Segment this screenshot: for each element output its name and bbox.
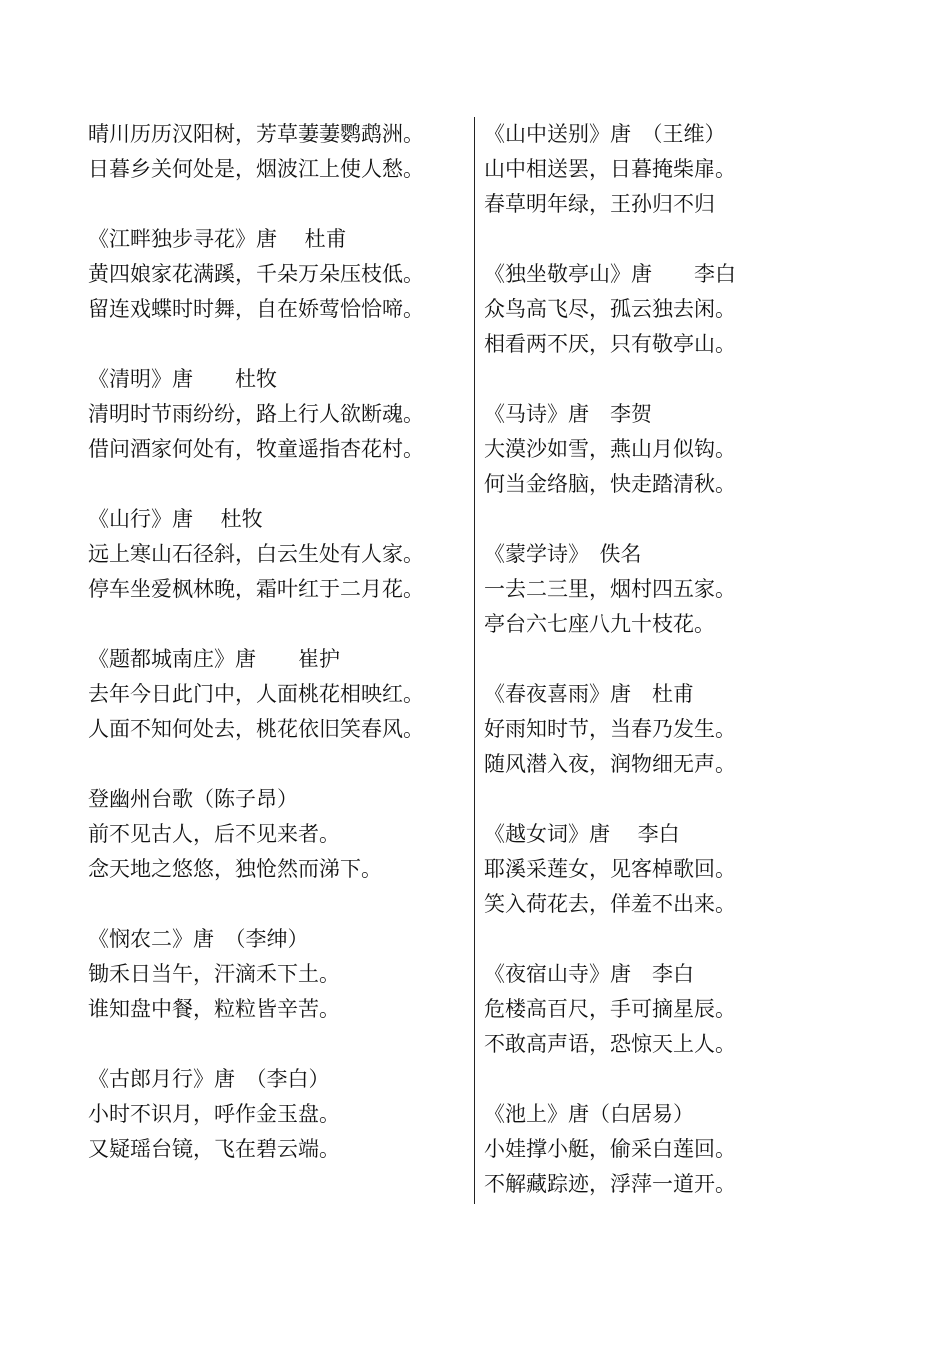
poem-line: 去年今日此门中，人面桃花相映红。 (88, 682, 424, 706)
poem-block (484, 817, 754, 922)
poem-title: 《山中送别》唐 （王维） (484, 122, 726, 146)
poem-block (88, 502, 460, 607)
poem-title: 《池上》唐（白居易） (484, 1102, 694, 1126)
poem-block (88, 1062, 460, 1167)
poem-block (484, 257, 754, 362)
poem-title: 登幽州台歌（陈子昂） (88, 787, 298, 811)
column-divider (474, 117, 475, 1204)
poem-line: 山中相送罢，日暮掩柴扉。 (484, 157, 736, 181)
poem-block (88, 117, 460, 187)
poem-line: 小时不识月，呼作金玉盘。 (88, 1102, 340, 1126)
poem-block (484, 677, 754, 782)
poem-title: 《马诗》唐 李贺 (484, 402, 652, 426)
poem-line: 又疑瑶台镜，飞在碧云端。 (88, 1137, 340, 1161)
right-column (484, 117, 754, 1237)
poem-block (88, 782, 460, 887)
poem-block (88, 222, 460, 327)
poem-line: 好雨知时节，当春乃发生。 (484, 717, 736, 741)
poem-line: 笑入荷花去，佯羞不出来。 (484, 892, 736, 916)
poem-title: 《江畔独步寻花》唐 杜甫 (88, 227, 347, 251)
poem-line: 念天地之悠悠，独怆然而涕下。 (88, 857, 382, 881)
poem-line: 何当金络脑，快走踏清秋。 (484, 472, 736, 496)
poem-line: 春草明年绿，王孙归不归 (484, 192, 715, 216)
poem-line: 黄四娘家花满蹊，千朵万朵压枝低。 (88, 262, 424, 286)
poem-line: 小娃撑小艇，偷采白莲回。 (484, 1137, 736, 1161)
poem-line: 远上寒山石径斜，白云生处有人家。 (88, 542, 424, 566)
poem-title: 《独坐敬亭山》唐 李白 (484, 262, 736, 286)
poem-line: 晴川历历汉阳树，芳草萋萋鹦鹉洲。 (88, 122, 424, 146)
poem-line: 耶溪采莲女，见客棹歌回。 (484, 857, 736, 881)
poem-title: 《蒙学诗》 佚名 (484, 542, 642, 566)
poem-title: 《越女词》唐 李白 (484, 822, 680, 846)
poem-block (484, 957, 754, 1062)
poem-line: 众鸟高飞尽，孤云独去闲。 (484, 297, 736, 321)
poem-block (88, 922, 460, 1027)
poem-line: 危楼高百尺，手可摘星辰。 (484, 997, 736, 1021)
poem-line: 前不见古人，后不见来者。 (88, 822, 340, 846)
poem-line: 停车坐爱枫林晚，霜叶红于二月花。 (88, 577, 424, 601)
poem-title: 《山行》唐 杜牧 (88, 507, 263, 531)
poem-line: 借问酒家何处有，牧童遥指杏花村。 (88, 437, 424, 461)
poem-line: 谁知盘中餐，粒粒皆辛苦。 (88, 997, 340, 1021)
poem-block (484, 397, 754, 502)
poem-title: 《悯农二》唐 （李绅） (88, 927, 309, 951)
poem-line: 不敢高声语，恐惊天上人。 (484, 1032, 736, 1056)
poem-line: 不解藏踪迹，浮萍一道开。 (484, 1172, 736, 1196)
poem-title: 《夜宿山寺》唐 李白 (484, 962, 694, 986)
poem-line: 随风潜入夜，润物细无声。 (484, 752, 736, 776)
poem-title: 《题都城南庄》唐 崔护 (88, 647, 340, 671)
poem-block (484, 117, 754, 222)
poem-title: 《古郎月行》唐 （李白） (88, 1067, 330, 1091)
poem-line: 锄禾日当午，汗滴禾下土。 (88, 962, 340, 986)
poem-line: 一去二三里，烟村四五家。 (484, 577, 736, 601)
poem-line: 清明时节雨纷纷，路上行人欲断魂。 (88, 402, 424, 426)
poem-block (484, 1097, 754, 1202)
poem-block (484, 537, 754, 642)
poem-line: 日暮乡关何处是，烟波江上使人愁。 (88, 157, 424, 181)
poem-line: 相看两不厌，只有敬亭山。 (484, 332, 736, 356)
poem-line: 大漠沙如雪，燕山月似钩。 (484, 437, 736, 461)
poem-line: 人面不知何处去，桃花依旧笑春风。 (88, 717, 424, 741)
poem-line: 留连戏蝶时时舞，自在娇莺恰恰啼。 (88, 297, 424, 321)
poem-block (88, 362, 460, 467)
left-column (88, 117, 460, 1202)
poem-title: 《春夜喜雨》唐 杜甫 (484, 682, 694, 706)
poem-title: 《清明》唐 杜牧 (88, 367, 277, 391)
poem-block (88, 642, 460, 747)
poem-line: 亭台六七座八九十枝花。 (484, 612, 715, 636)
